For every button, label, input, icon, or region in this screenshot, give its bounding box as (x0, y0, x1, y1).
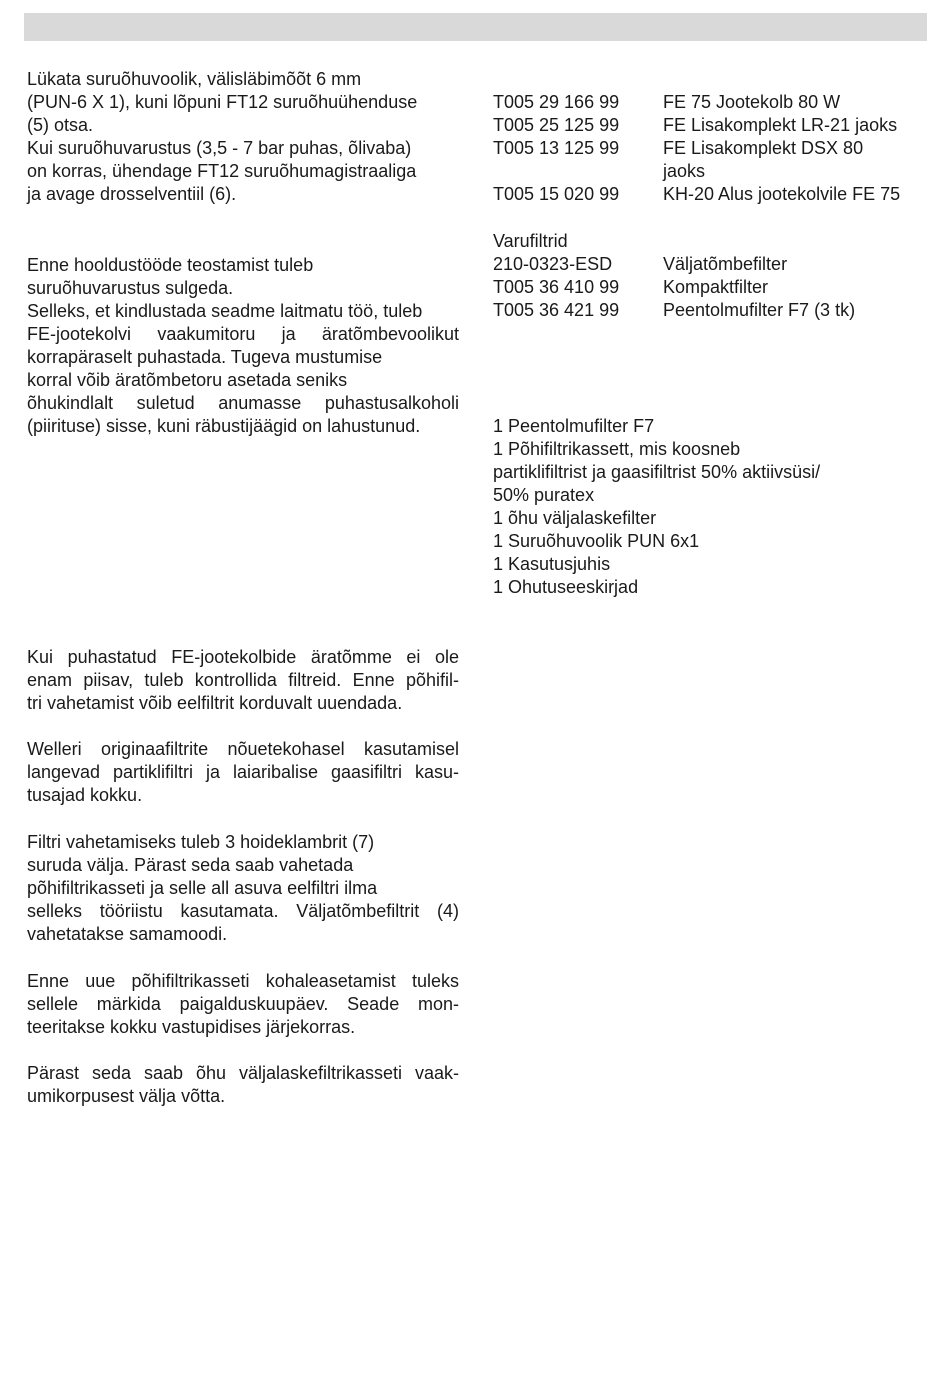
accessory-row (493, 183, 933, 206)
scope-of-delivery-list (493, 415, 933, 599)
part-description: Kompaktfilter (663, 277, 769, 297)
spare-filter-row (493, 253, 933, 276)
text-line: Kui suruõhuvarustus (3,5 - 7 bar puhas, õlivaba) (27, 138, 412, 158)
part-description: Väljatõmbefilter (663, 254, 788, 274)
connection-instructions (27, 68, 459, 206)
spare-filter-row (493, 276, 933, 299)
text-line: suruõhuvarustus sulgeda. (27, 278, 234, 298)
part-number: T005 15 020 99 (493, 184, 620, 204)
installation-date-text (27, 970, 459, 1039)
spare-filters-heading: Varufiltrid (493, 231, 568, 251)
text-line: korral võib äratõmbetoru asetada seniks (27, 370, 348, 390)
text-line: Lükata suruõhuvoolik, välisläbimõõt 6 mm (27, 69, 362, 89)
maintenance-instructions (27, 254, 459, 438)
text-line: (piirituse) sisse, kuni räbustijäägid on lahustunud. (27, 416, 421, 436)
part-description (663, 91, 933, 114)
text-line: õhukindlalt suletud anumasse puhastusalkoholi (27, 393, 459, 413)
text-line: Enne hooldustööde teostamist tuleb (27, 255, 314, 275)
text-line: tusajad kokku. (27, 785, 143, 805)
text-line: ja avage drosselventiil (6). (27, 184, 237, 204)
part-description (663, 114, 933, 137)
part-number: T005 13 125 99 (493, 138, 620, 158)
text-line: Kui puhastatud FE-jootekolbide äratõmme ei ole (27, 647, 459, 667)
part-description-line: FE Lisakomplekt DSX 80 (663, 138, 864, 158)
text-line: enam piisav, tuleb kontrollida filtreid. Enne põhifil- (27, 670, 459, 690)
list-item: 1 Ohutuseeskirjad (493, 577, 639, 597)
text-line: Pärast seda saab õhu väljalaskefiltrikasseti vaak- (27, 1063, 459, 1083)
text-line: Enne uue põhifiltrikasseti kohaleasetamist tuleks (27, 971, 459, 991)
part-number: T005 25 125 99 (493, 115, 620, 135)
list-item: partiklifiltrist ja gaasifiltrist 50% aktiivsüsi/ (493, 462, 821, 482)
text-line: Welleri originaafiltrite nõuetekohasel kasutamisel (27, 739, 459, 759)
text-line: FE-jootekolvi vaakumitoru ja äratõmbevoolikut (27, 324, 459, 344)
text-line: vahetatakse samamoodi. (27, 924, 228, 944)
text-line: umikorpusest välja võtta. (27, 1086, 226, 1106)
part-description-line: jaoks (663, 161, 706, 181)
part-number: T005 36 421 99 (493, 300, 620, 320)
part-description: Peentolmufilter F7 (3 tk) (663, 300, 856, 320)
filter-lifetime-text (27, 738, 459, 807)
part-description (663, 183, 933, 206)
text-line: (5) otsa. (27, 115, 94, 135)
accessories-list (493, 91, 933, 206)
spare-filter-row (493, 299, 933, 322)
header-bar (24, 13, 927, 41)
part-number: T005 29 166 99 (493, 92, 620, 112)
exhaust-filter-text (27, 1062, 459, 1108)
list-item: 1 õhu väljalaskefilter (493, 508, 657, 528)
text-line: korrapäraselt puhastada. Tugeva mustumise (27, 347, 383, 367)
spare-filters-list (493, 230, 933, 322)
part-description-line: FE 75 Jootekolb 80 W (663, 92, 841, 112)
list-item: 1 Peentolmufilter F7 (493, 416, 655, 436)
text-line: Selleks, et kindlustada seadme laitmatu töö, tuleb (27, 301, 423, 321)
accessory-row (493, 114, 933, 137)
part-description-line: KH-20 Alus jootekolvile FE 75 (663, 184, 901, 204)
text-line: teeritakse kokku vastupidises järjekorras. (27, 1017, 356, 1037)
text-line: suruda välja. Pärast seda saab vahetada (27, 855, 354, 875)
text-line: on korras, ühendage FT12 suruõhumagistraaliga (27, 161, 417, 181)
accessory-row (493, 137, 933, 183)
part-description (663, 137, 933, 183)
filter-replacement-text (27, 831, 459, 946)
filter-check-text (27, 646, 459, 715)
accessory-row (493, 91, 933, 114)
text-line: selleks tööriistu kasutamata. Väljatõmbefiltrit (4) (27, 901, 459, 921)
list-item: 1 Suruõhuvoolik PUN 6x1 (493, 531, 700, 551)
text-line: põhifiltrikasseti ja selle all asuva eelfiltri ilma (27, 878, 378, 898)
text-line: tri vahetamist võib eelfiltrit korduvalt uuendada. (27, 693, 403, 713)
list-item: 1 Põhifiltrikassett, mis koosneb (493, 439, 741, 459)
text-line: sellele märkida paigalduskuupäev. Seade mon- (27, 994, 459, 1014)
list-item: 50% puratex (493, 485, 595, 505)
text-line: Filtri vahetamiseks tuleb 3 hoideklambrit (7) (27, 832, 375, 852)
text-line: (PUN-6 X 1), kuni lõpuni FT12 suruõhuühenduse (27, 92, 418, 112)
text-line: langevad partiklifiltri ja laiaribalise gaasifiltri kasu- (27, 762, 459, 782)
list-item: 1 Kasutusjuhis (493, 554, 611, 574)
part-number: 210-0323-ESD (493, 254, 613, 274)
part-number: T005 36 410 99 (493, 277, 620, 297)
part-description-line: FE Lisakomplekt LR-21 jaoks (663, 115, 898, 135)
